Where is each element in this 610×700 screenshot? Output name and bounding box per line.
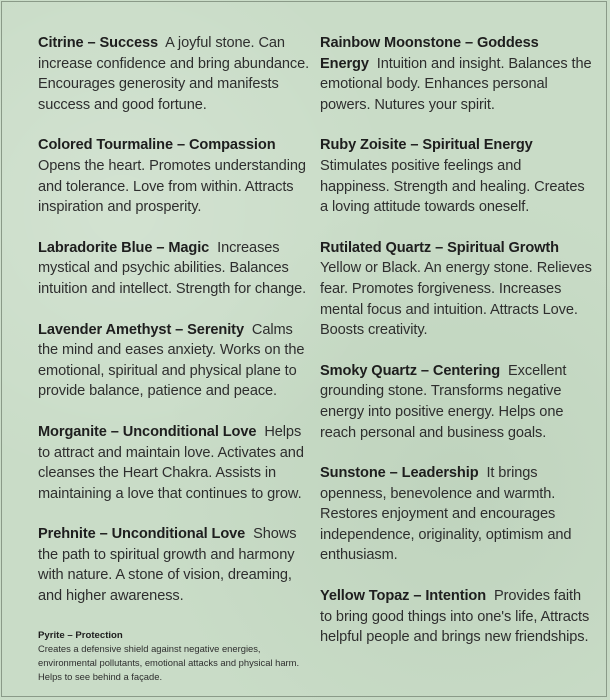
stone-name: Smoky Quartz	[320, 362, 417, 379]
separator: –	[110, 423, 119, 440]
stone-name: Yellow Topaz	[320, 588, 410, 605]
stone-description: Excellent grounding stone. Transforms negative energy into positive energy. Helps one reach personal and business goals.	[320, 362, 567, 441]
stone-name: Morganite	[38, 423, 107, 440]
stone-entry-ruby-zoisite	[320, 135, 592, 217]
separator: –	[420, 362, 429, 379]
separator: –	[464, 35, 473, 51]
stone-description: Stimulates positive feelings and happiness. Strength and healing. Creates a loving attitude towards oneself.	[320, 157, 585, 216]
stone-description: Yellow or Black. An energy stone. Relieves fear. Promotes forgiveness. Increases mental focus and intuition. Attracts Love. Boosts creativity.	[320, 260, 592, 339]
separator: –	[413, 588, 422, 605]
stone-theme: Spiritual Energy	[422, 137, 533, 154]
separator: –	[389, 465, 398, 482]
stone-name: Prehnite	[38, 526, 96, 543]
stone-theme: Goddess Energy	[320, 35, 539, 72]
stone-description: Calms the mind and eases anxiety. Works on the emotional, spiritual and physical plane to provide balance, patience and peace.	[38, 321, 305, 400]
stone-name: Rainbow Moonstone	[320, 35, 461, 51]
stone-name: Labradorite Blue	[38, 239, 153, 256]
stone-name: Colored Tourmaline	[38, 137, 173, 154]
stone-description: Creates a defensive shield against negative energies, environmental pollutants, emotional attacks and physical harm. Helps to see behind a façade.	[38, 643, 300, 683]
left-column	[38, 33, 310, 684]
stone-name: Sunstone	[320, 465, 386, 482]
stone-description: Increases mystical and psychic abilities. Balances intuition and intellect. Strength for change.	[38, 239, 307, 297]
stone-description: A joyful stone. Can increase confidence and bring abundance. Encourages generosity and manifests success and good fortune.	[38, 35, 310, 113]
stone-entry-pyrite	[38, 629, 310, 684]
stone-theme: Serenity	[187, 321, 244, 338]
separator: –	[410, 137, 419, 154]
stone-description: Provides faith to bring good things into one's life, Attracts helpful people and brings new friendships.	[320, 588, 590, 646]
stone-theme: Success	[99, 35, 159, 51]
stone-entry-rainbow-moonstone	[320, 33, 592, 115]
separator: –	[156, 239, 165, 256]
stone-theme: Spiritual Growth	[447, 239, 559, 256]
stone-entry-morganite	[38, 422, 310, 504]
stone-description: Helps to attract and maintain love. Activates and cleanses the Heart Chakra. Assists in maintaining a love that continues to grow.	[38, 423, 304, 502]
stone-description: It brings openness, benevolence and warmth. Restores enjoyment and encourages independence, originality, optimism and enthusiasm.	[320, 465, 572, 564]
stone-name: Ruby Zoisite	[320, 137, 407, 154]
right-column	[320, 33, 592, 648]
stone-entry-prehnite	[38, 524, 310, 606]
stone-theme: Unconditional Love	[111, 526, 246, 543]
separator: –	[435, 239, 444, 256]
separator: –	[176, 137, 185, 154]
stone-entry-sunstone	[320, 463, 592, 566]
stone-entry-smoky-quartz	[320, 361, 592, 443]
stone-entry-rutilated-quartz	[320, 238, 592, 341]
stone-entry-lavender-amethyst	[38, 320, 310, 402]
stone-description: Intuition and insight. Balances the emotional body. Enhances personal powers. Nutures your spirit.	[320, 55, 592, 113]
stone-theme: Intention	[425, 588, 487, 605]
stone-entry-yellow-topaz	[320, 586, 592, 648]
stone-description: Opens the heart. Promotes understanding and tolerance. Love from within. Attracts inspiration and prosperity.	[38, 157, 306, 216]
stone-name: Rutilated Quartz	[320, 239, 432, 256]
separator: –	[87, 35, 96, 51]
stone-name: Lavender Amethyst	[38, 321, 172, 338]
stone-theme: Unconditional Love	[122, 423, 257, 440]
stone-title: Pyrite – Protection	[38, 629, 123, 641]
separator: –	[175, 321, 184, 338]
stone-theme: Compassion	[188, 137, 276, 154]
stone-entry-citrine	[38, 33, 310, 115]
stone-entry-colored-tourmaline	[38, 135, 310, 217]
stone-theme: Leadership	[401, 465, 479, 482]
stone-theme: Centering	[432, 362, 501, 379]
stone-theme: Magic	[168, 239, 210, 256]
separator: –	[99, 526, 108, 543]
stone-entry-labradorite-blue	[38, 238, 310, 300]
stone-description: Shows the path to spiritual growth and harmony with nature. A stone of vision, dreaming, and higher awareness.	[38, 526, 297, 605]
stone-name: Citrine	[38, 35, 84, 51]
